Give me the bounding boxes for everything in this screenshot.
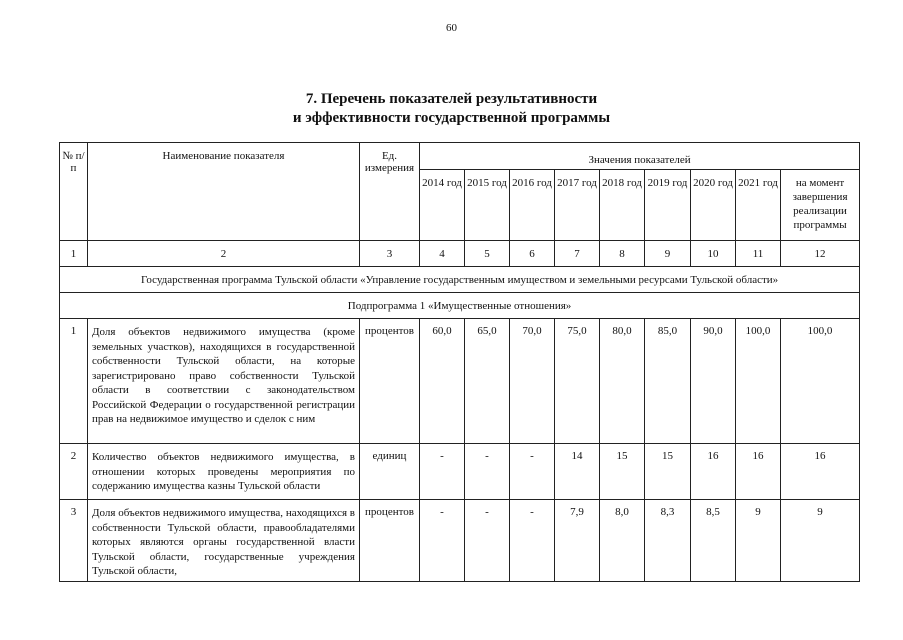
column-number: 11: [736, 241, 781, 267]
column-number: 8: [600, 241, 645, 267]
indicator-value: -: [510, 500, 555, 582]
indicator-value: 15: [645, 444, 691, 500]
header-year: 2016 год: [510, 170, 555, 241]
header-year: 2018 год: [600, 170, 645, 241]
indicator-value: 85,0: [645, 319, 691, 444]
header-no: № п/п: [60, 143, 88, 241]
indicator-value: -: [420, 500, 465, 582]
indicator-value: 75,0: [555, 319, 600, 444]
indicator-value: 90,0: [691, 319, 736, 444]
indicator-value: 8,5: [691, 500, 736, 582]
header-year: 2020 год: [691, 170, 736, 241]
header-year: 2019 год: [645, 170, 691, 241]
header-unit: Ед. измерения: [360, 143, 420, 241]
table-row: [60, 319, 860, 444]
column-number: 9: [645, 241, 691, 267]
indicator-name: Количество объектов недвижимого имущества, в отношении которых проведены мероприятия по содержанию имущества казны Тульской области: [88, 444, 360, 500]
column-numbers-row: [60, 241, 860, 267]
indicator-unit: процентов: [360, 500, 420, 582]
column-number: 2: [88, 241, 360, 267]
indicator-value: 7,9: [555, 500, 600, 582]
row-number: 2: [60, 444, 88, 500]
program-title: Государственная программа Тульской области «Управление государственным имуществом и земельными ресурсами Тульской области»: [60, 267, 860, 293]
indicator-value: 15: [600, 444, 645, 500]
title-line-1: 7. Перечень показателей результативности: [305, 91, 598, 107]
indicator-value: 14: [555, 444, 600, 500]
indicator-value: 80,0: [600, 319, 645, 444]
row-number: 1: [60, 319, 88, 444]
page-number: 60: [446, 22, 457, 34]
column-number: 4: [420, 241, 465, 267]
indicator-name: Доля объектов недвижимого имущества, находящихся в собственности Тульской области, правообладателями которых являются органы государственной власти Тульской области, государственные учреждения Тульской области,: [88, 500, 360, 582]
header-values-group: Значения показателей: [420, 143, 860, 170]
indicators-table: [59, 142, 860, 582]
indicator-value: -: [510, 444, 555, 500]
subprogram-title: Подпрограмма 1 «Имущественные отношения»: [60, 293, 860, 319]
header-year: 2017 год: [555, 170, 600, 241]
header-year: 2015 год: [465, 170, 510, 241]
indicator-final-value: 100,0: [781, 319, 860, 444]
indicator-value: 65,0: [465, 319, 510, 444]
indicator-name: Доля объектов недвижимого имущества (кроме земельных участков), находящихся в государственной собственности Тульской области, на которые зарегистрировано право собственности Тульской области в соответствии с законодательством Российской Федерации о государственной регистрации прав на недвижимое имущество и сделок с ним: [88, 319, 360, 444]
indicator-value: -: [465, 500, 510, 582]
indicator-value: 16: [736, 444, 781, 500]
column-number: 1: [60, 241, 88, 267]
subprogram-row: [60, 293, 860, 319]
indicator-unit: единиц: [360, 444, 420, 500]
indicator-value: 9: [736, 500, 781, 582]
indicator-final-value: 16: [781, 444, 860, 500]
indicator-value: 70,0: [510, 319, 555, 444]
indicator-value: -: [465, 444, 510, 500]
header-name: Наименование показателя: [88, 143, 360, 241]
document-title: [0, 90, 903, 128]
table-row: [60, 444, 860, 500]
header-row-1: [60, 143, 860, 170]
indicator-value: 60,0: [420, 319, 465, 444]
indicator-unit: процентов: [360, 319, 420, 444]
column-number: 6: [510, 241, 555, 267]
column-number: 3: [360, 241, 420, 267]
header-year: 2021 год: [736, 170, 781, 241]
program-row: [60, 267, 860, 293]
indicator-value: 8,3: [645, 500, 691, 582]
column-number: 5: [465, 241, 510, 267]
header-year: 2014 год: [420, 170, 465, 241]
column-number: 7: [555, 241, 600, 267]
column-number: 12: [781, 241, 860, 267]
indicator-final-value: 9: [781, 500, 860, 582]
indicator-value: 16: [691, 444, 736, 500]
title-line-2: и эффективности государственной программы: [292, 110, 611, 126]
indicator-value: 8,0: [600, 500, 645, 582]
indicator-value: 100,0: [736, 319, 781, 444]
header-final: на момент завершения реализации программы: [781, 170, 860, 241]
row-number: 3: [60, 500, 88, 582]
indicator-value: -: [420, 444, 465, 500]
table-row: [60, 500, 860, 582]
column-number: 10: [691, 241, 736, 267]
